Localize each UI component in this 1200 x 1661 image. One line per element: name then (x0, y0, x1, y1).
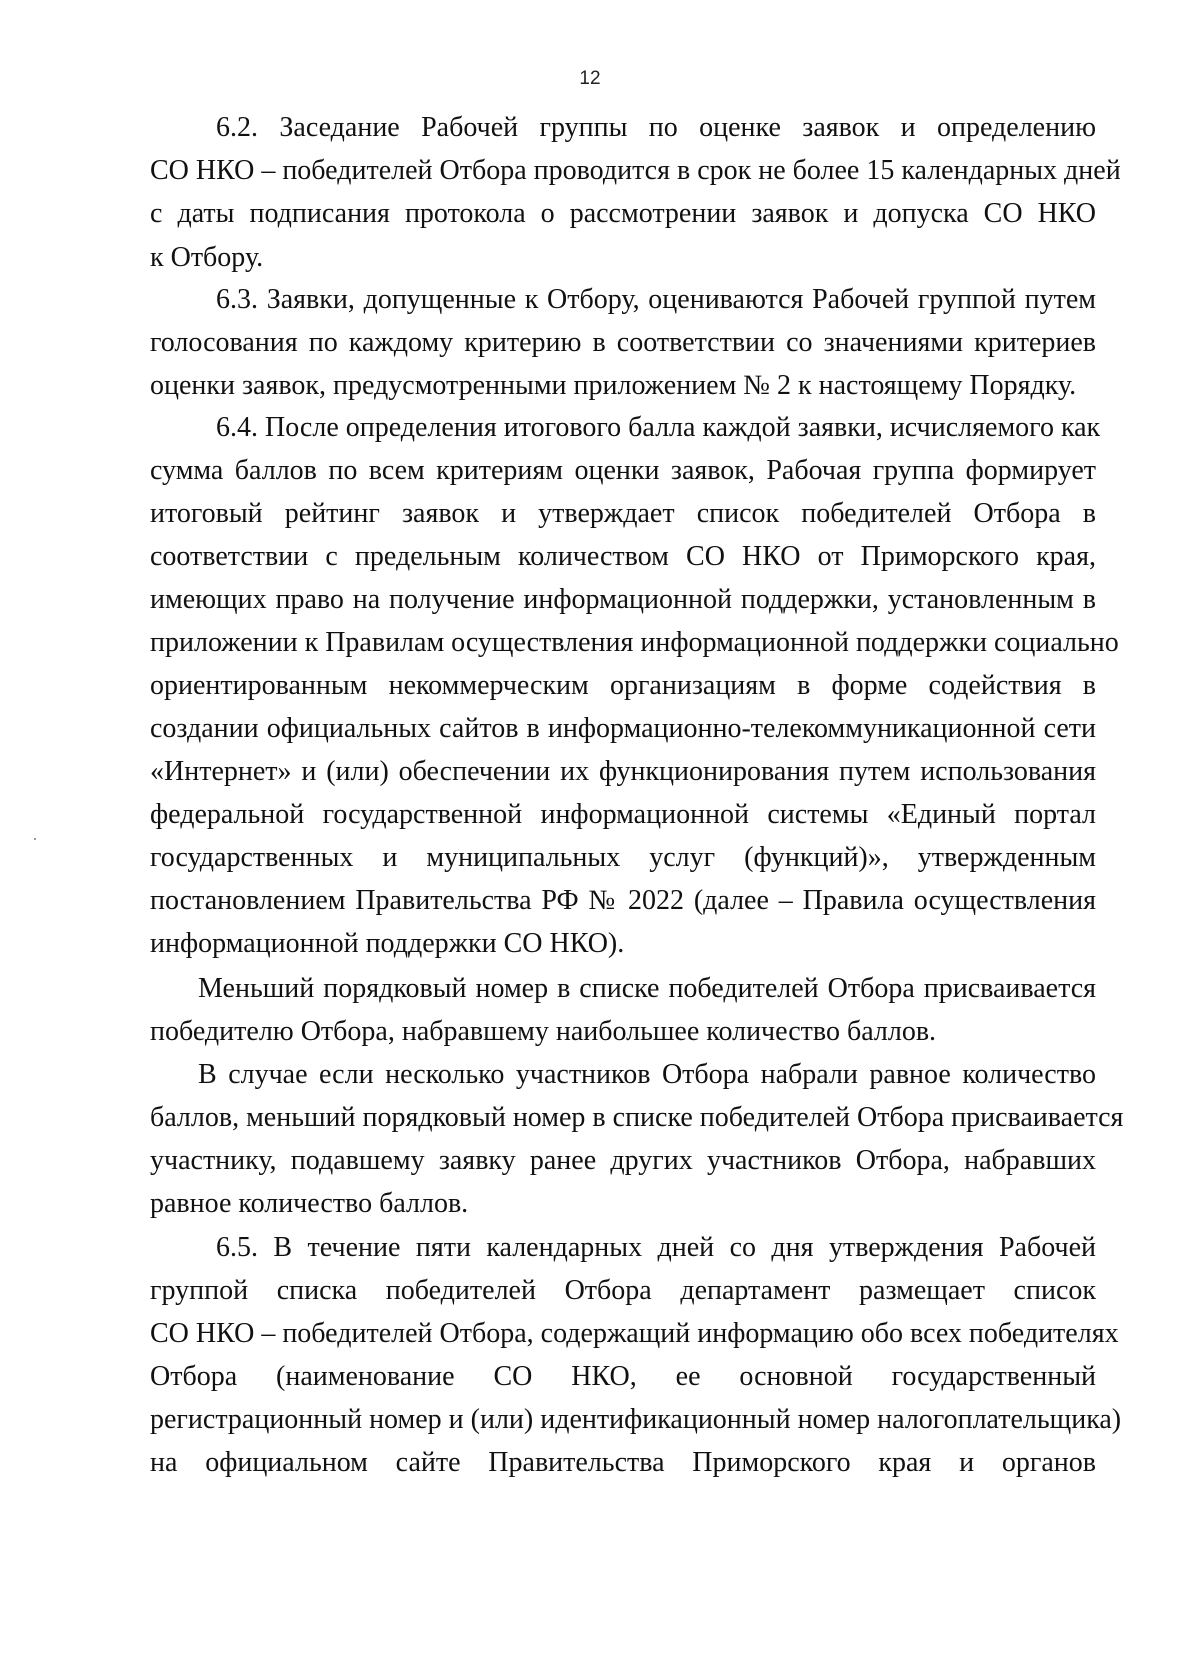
text-line: Отбора (наименование СО НКО, ее основной государственный (150, 1361, 1096, 1392)
text-line: равное количество баллов. (150, 1188, 469, 1219)
text-line: «Интернет» и (или) обеспечении их функционирования путем использования (150, 756, 1096, 787)
text-line: баллов, меньший порядковый номер в списке победителей Отбора присваивается (150, 1102, 1124, 1133)
text-line: победителю Отбора, набравшему наибольшее количество баллов. (150, 1016, 937, 1047)
text-line: информационной поддержки СО НКО). (150, 928, 625, 959)
text-line: СО НКО – победителей Отбора проводится в срок не более 15 календарных дней (150, 155, 1121, 186)
text-line: имеющих право на получение информационной поддержки, установленным в (150, 584, 1096, 615)
text-line: соответствии с предельным количеством СО НКО от Приморского края, (150, 541, 1096, 572)
text-line: голосования по каждому критерию в соответствии со значениями критериев (150, 327, 1096, 358)
text-line: федеральной государственной информационной системы «Единый портал (150, 799, 1096, 830)
text-line: постановлением Правительства РФ № 2022 (далее – Правила осуществления (150, 885, 1096, 916)
text-line: СО НКО – победителей Отбора, содержащий информацию обо всех победителях (150, 1318, 1119, 1349)
text-line: В случае если несколько участников Отбора набрали равное количество (198, 1059, 1096, 1090)
text-line: приложении к Правилам осуществления информационной поддержки социально (150, 627, 1119, 658)
scan-speck (34, 838, 36, 840)
text-line: к Отбору. (150, 242, 264, 273)
text-line: с даты подписания протокола о рассмотрении заявок и допуска СО НКО (150, 198, 1096, 229)
text-line: Меньший порядковый номер в списке победителей Отбора присваивается (198, 973, 1096, 1004)
text-line: 6.2. Заседание Рабочей группы по оценке заявок и определению (216, 112, 1096, 143)
text-line: итоговый рейтинг заявок и утверждает список победителей Отбора в (150, 498, 1096, 529)
page-number: 12 (579, 68, 601, 89)
text-line: создании официальных сайтов в информационно-телекоммуникационной сети (150, 713, 1096, 744)
text-line: ориентированным некоммерческим организациям в форме содействия в (150, 670, 1096, 701)
text-line: сумма баллов по всем критериям оценки заявок, Рабочая группа формирует (150, 455, 1096, 486)
text-line: участнику, подавшему заявку ранее других участников Отбора, набравших (150, 1145, 1096, 1176)
text-line: регистрационный номер и (или) идентификационный номер налогоплательщика) (150, 1404, 1122, 1435)
text-line: оценки заявок, предусмотренными приложением № 2 к настоящему Порядку. (150, 370, 1077, 401)
text-line: государственных и муниципальных услуг (функций)», утвержденным (150, 842, 1096, 873)
text-line: группой списка победителей Отбора департамент размещает список (150, 1275, 1096, 1306)
text-line: 6.4. После определения итогового балла каждой заявки, исчисляемого как (216, 412, 1101, 443)
text-line: 6.5. В течение пяти календарных дней со дня утверждения Рабочей (216, 1232, 1096, 1263)
text-line: 6.3. Заявки, допущенные к Отбору, оцениваются Рабочей группой путем (216, 284, 1096, 315)
text-line: на официальном сайте Правительства Приморского края и органов (150, 1447, 1096, 1478)
